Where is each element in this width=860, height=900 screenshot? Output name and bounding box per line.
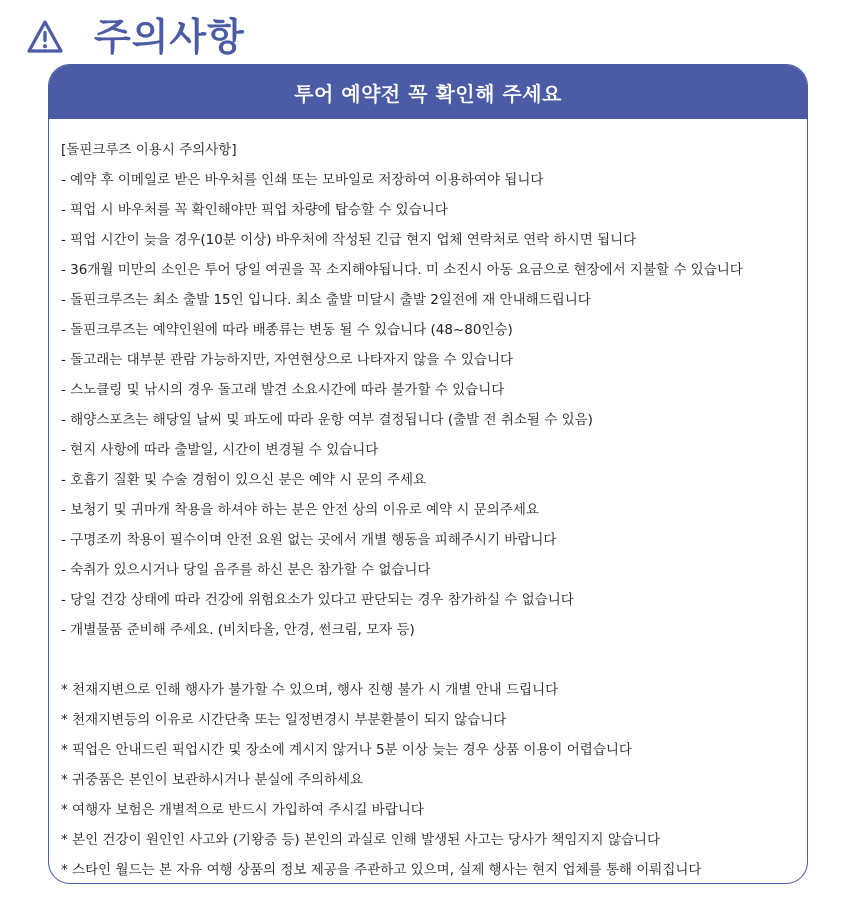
banner: 투어 예약전 꼭 확인해 주세요 <box>49 65 807 119</box>
rule-item: - 픽업 시 바우처를 꼭 확인해야만 픽업 차량에 탑승할 수 있습니다 <box>61 202 448 218</box>
rule-item: - 개별물품 준비해 주세요. (비치타올, 안경, 썬크림, 모자 등) <box>61 622 415 638</box>
rule-item: - 현지 사항에 따라 출발일, 시간이 변경될 수 있습니다 <box>61 442 379 458</box>
page-header <box>26 12 245 62</box>
notice-body <box>49 119 807 884</box>
rule-item: - 숙취가 있으시거나 당일 음주를 하신 분은 참가할 수 없습니다 <box>61 562 431 578</box>
note-item: * 여행자 보험은 개별적으로 반드시 가입하여 주시길 바랍니다 <box>61 802 424 818</box>
note-item: * 천재지변등의 이유로 시간단축 또는 일정변경시 부분환불이 되지 않습니다 <box>61 712 507 728</box>
rule-item: - 예약 후 이메일로 받은 바우처를 인쇄 또는 모바일로 저장하여 이용하여야 됩니다 <box>61 172 544 188</box>
rule-item: - 픽업 시간이 늦을 경우(10분 이상) 바우처에 작성된 긴급 현지 업체 연락처로 연락 하시면 됩니다 <box>61 232 637 248</box>
rule-item: - 스노클링 및 낚시의 경우 돌고래 발견 소요시간에 따라 불가할 수 있습니다 <box>61 382 505 398</box>
rule-item: - 당일 건강 상태에 따라 건강에 위험요소가 있다고 판단되는 경우 참가하실 수 없습니다 <box>61 592 574 608</box>
note-item: * 본인 건강이 원인인 사고와 (기왕증 등) 본인의 과실로 인해 발생된 사고는 당사가 책임지지 않습니다 <box>61 832 661 848</box>
warning-triangle-icon <box>26 19 64 55</box>
note-item: * 귀중품은 본인이 보관하시거나 분실에 주의하세요 <box>61 772 364 788</box>
note-list <box>61 675 807 884</box>
rule-item: - 호흡기 질환 및 수술 경험이 있으신 분은 예약 시 문의 주세요 <box>61 472 427 488</box>
note-item: * 천재지변으로 인해 행사가 불가할 수 있으며, 행사 진행 불가 시 개별 안내 드립니다 <box>61 682 559 698</box>
note-item: * 픽업은 안내드린 픽업시간 및 장소에 계시지 않거나 5분 이상 늦는 경우 상품 이용이 어렵습니다 <box>61 742 632 758</box>
rule-list <box>61 165 807 645</box>
notice-card <box>48 64 808 884</box>
section-heading: [돌핀크루즈 이용시 주의사항] <box>61 142 237 158</box>
page-title: 주의사항 <box>94 15 245 59</box>
rule-item: - 돌고래는 대부분 관람 가능하지만, 자연현상으로 나타자지 않을 수 있습니다 <box>61 352 514 368</box>
rule-item: - 구명조끼 착용이 필수이며 안전 요원 없는 곳에서 개별 행동을 피해주시기 바랍니다 <box>61 532 557 548</box>
note-item: * 스타인 월드는 본 자유 여행 상품의 정보 제공을 주관하고 있으며, 실제 행사는 현지 업체를 통해 이뤄집니다 <box>61 862 702 878</box>
rule-item: - 돌핀크루즈는 예약인원에 따라 배종류는 변동 될 수 있습니다 (48~80인승) <box>61 322 513 338</box>
rule-item: - 36개월 미만의 소인은 투어 당일 여권을 꼭 소지해야됩니다. 미 소진시 아동 요금으로 현장에서 지불할 수 있습니다 <box>61 262 743 278</box>
rule-item: - 해양스포츠는 해당일 날씨 및 파도에 따라 운항 여부 결정됩니다 (출발 전 취소될 수 있음) <box>61 412 593 428</box>
rule-item: - 보청기 및 귀마개 착용을 하셔야 하는 분은 안전 상의 이유로 예약 시 문의주세요 <box>61 502 539 518</box>
rule-item: - 돌핀크루즈는 최소 출발 15인 입니다. 최소 출발 미달시 출발 2일전에 재 안내해드립니다 <box>61 292 591 308</box>
